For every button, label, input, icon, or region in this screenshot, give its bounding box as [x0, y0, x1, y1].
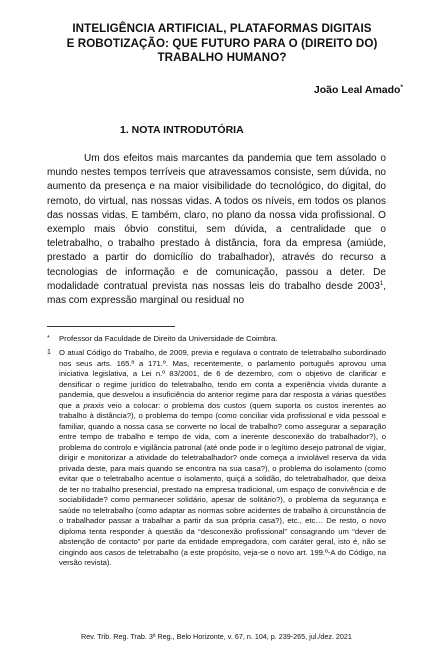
article-title	[30, 22, 414, 66]
footnote-mark-1: 1	[47, 349, 51, 356]
page-footer-citation: Rev. Trib. Reg. Trab. 3ª Reg., Belo Horizonte, v. 67, n. 104, p. 239-265, jul./dez. 2021	[81, 632, 352, 641]
footnote-1-text-a: O atual Código do Trabalho, de 2009, previa e regulava o contrato de teletrabalho subordinado nos seus arts. 165.º a 171.º. Mas, recentemente, o parlamento português aprovou uma iniciativa legislativa, a Lei n.º 83/2001, de 6 de dezembro, com o objetivo de clarificar e densificar o regime jurídico do teletrabalho, tendo em conta a experiência vivida durante a pandemia, que desvelou a insuficiência do anterior regime para dar resposta a várias questões que a	[59, 348, 386, 410]
footnote-1	[47, 348, 386, 569]
body-text-part-2: , mas com expressão marginal ou residual no	[47, 280, 386, 307]
footnote-author	[47, 334, 386, 345]
footnote-mark-star: *	[47, 335, 50, 342]
section-heading: 1. NOTA INTRODUTÓRIA	[120, 124, 244, 136]
footnote-ref-1: 1	[379, 280, 384, 287]
footnotes	[47, 334, 386, 569]
author-footnote-mark: *	[400, 84, 403, 91]
author-name: João Leal Amado	[313, 84, 401, 96]
footnote-divider	[47, 326, 175, 327]
footnote-1-text-b: veio a colocar: o problema dos custos (quem suporta os custos inerentes ao trabalho à distância?), o problema do tempo (como conciliar vida profissional e vida pessoal e familiar, quando a nossa casa se converte no local de trabalho? como assegurar a separação entre tempo de trabalho e tempo de vida, com a inerente desconexão do trabalhador?), o problema do controlo e vigilância patronal (até onde pode ir o legítimo desejo patronal de vigiar, dirigir e monitorizar a atividade do teletrabalhador? onde começa a inviolável reserva da vida privada deste, para mais quando se encontra na sua casa?), o problema do isolamento (como evitar que o teletrabalho acentue o isolamento, quiçá a solidão, do teletrabalhador, que deixa de ter no trabalho presencial, prestado na empresa tradicional, um espaço de convivência e de sociabilidade? como permanecer solidário, apesar de solitário?), o problema da segurança e saúde no teletrabalho (como adaptar as normas sobre acidentes de trabalho à circunstância de o trabalhador passar a trabalhar a partir da sua própria casa?), etc., etc… De resto, o novo diploma tenta responder à questão da “desconexão profissional” consagrando um “dever de abstenção de contacto” por parte da entidade empregadora, com caráter geral, isto é, não se cingindo aos casos de teletrabalho (a este propósito, veja-se o novo art. 199.º-A do Código, na versão revista).	[59, 400, 386, 567]
title-line-1: INTELIGÊNCIA ARTIFICIAL, PLATAFORMAS DIGITAIS	[72, 22, 372, 35]
footnote-author-text: Professor da Faculdade de Direito da Universidade de Coimbra.	[59, 334, 278, 343]
title-line-3: TRABALHO HUMANO?	[157, 51, 287, 64]
body-text	[47, 152, 386, 308]
author-byline	[314, 81, 403, 97]
body-text-part-1: Um dos efeitos mais marcantes da pandemia que tem assolado o mundo nestes tempos terríveis que atravessamos consiste, sem dúvida, no aumento da presença e na maior visibilidade do tecnológico, do digital, do remoto, do virtual, nas nossas vidas. A todos os níveis, em todos os planos das nossas vidas. E também, claro, no plano da nossa vida profissional. O exemplo mais óbvio constitui, sem dúvida, a centralidade que o teletrabalho, o trabalho prestado à distância, fora da empresa (amiúde, prestado a partir do domicílio do trabalhador), através do recurso a tecnologias de informação e de comunicação, passou a deter. De modalidade contratual prevista nas nossas leis do trabalho desde 2003	[47, 153, 386, 292]
title-line-2: E ROBOTIZAÇÃO: QUE FUTURO PARA O (DIREITO DO)	[66, 36, 378, 50]
body-paragraph	[47, 152, 386, 308]
footnote-1-italic: praxis	[83, 400, 104, 410]
